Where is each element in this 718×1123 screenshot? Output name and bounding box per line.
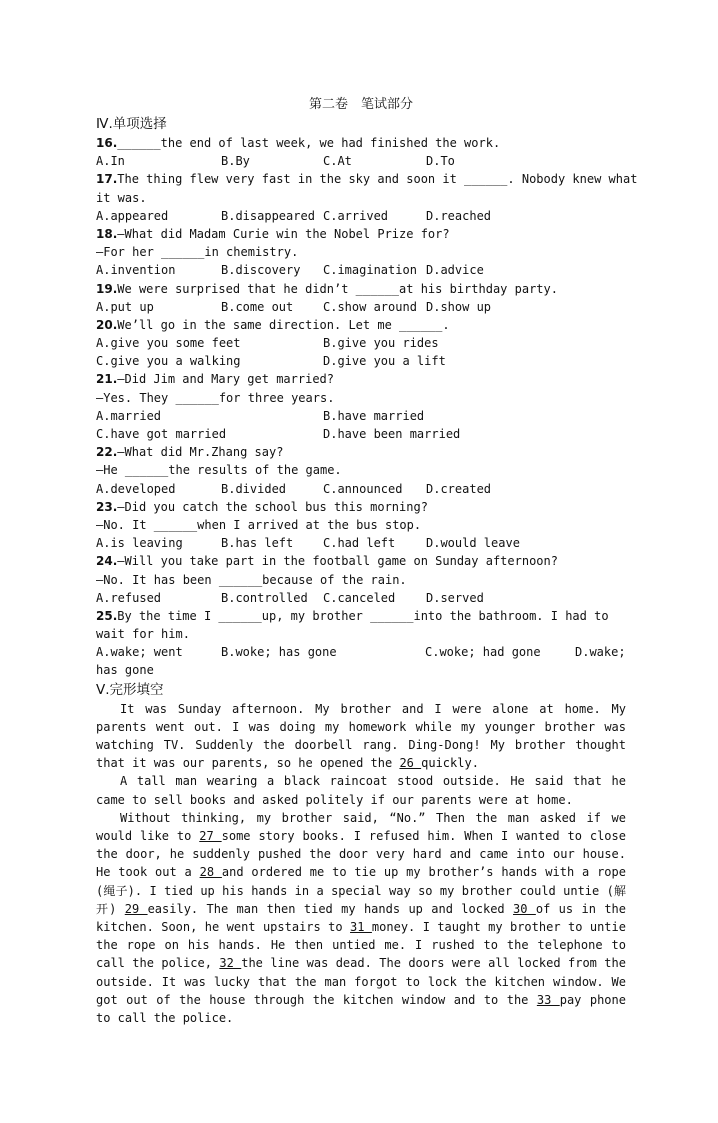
answer-option[interactable]: B.discovery	[221, 263, 301, 278]
cloze-blank[interactable]: 33	[536, 992, 560, 1007]
question-stem-text: wait for him.	[96, 627, 190, 642]
option-row-continued	[96, 661, 626, 679]
question-stem-text: —Did Jim and Mary get married?	[117, 372, 335, 387]
answer-option[interactable]: D.wake;	[575, 645, 626, 660]
question-stem-text: —What did Madam Curie win the Nobel Prize for?	[117, 226, 450, 241]
answer-option[interactable]: C.At	[323, 154, 352, 169]
exam-page	[96, 96, 638, 1027]
passage-text: A tall man wearing a black raincoat stood outside. He said that he came to sell books and asked politely if our parents were at home.	[96, 774, 626, 807]
question-item	[96, 607, 626, 680]
answer-option[interactable]: C.imagination	[323, 263, 417, 278]
question-item	[96, 552, 626, 607]
passage-text: the line was dead. The doors were all locked from the outside. It was lucky that the man forgot to lock the kitchen window. We got out of the house through the kitchen window and to the	[96, 956, 626, 1007]
question-number: 21.	[96, 372, 118, 387]
section-heading-single-choice: Ⅳ.单项选择	[96, 116, 167, 132]
answer-option[interactable]: A.put up	[96, 299, 154, 314]
question-stem-text: By the time I ______up, my brother ______into the bathroom. I had to	[117, 608, 609, 623]
answer-option[interactable]: B.controlled	[221, 590, 308, 605]
cloze-blank[interactable]: 29	[124, 901, 148, 916]
passage-text: money. I taught my brother to untie the rope on his hands. He then untied me. I rushed to the telephone to call the police,	[96, 920, 626, 971]
question-number: 18.	[96, 226, 118, 241]
cloze-blank[interactable]: 26	[399, 756, 422, 771]
cloze-blank[interactable]: 32	[219, 956, 242, 971]
answer-option[interactable]: B.woke; has gone	[221, 645, 337, 660]
option-row	[96, 207, 626, 225]
question-stem-text: —For her ______in chemistry.	[96, 245, 299, 260]
answer-option[interactable]: A.invention	[96, 263, 176, 278]
question-item	[96, 225, 626, 280]
question-number: 17.	[96, 172, 118, 187]
question-stem-line	[96, 498, 626, 516]
answer-option[interactable]: D.created	[426, 481, 492, 496]
question-stem-line	[96, 370, 626, 388]
question-stem-text: —Yes. They ______for three years.	[96, 390, 335, 405]
question-stem-line	[96, 389, 626, 407]
question-item	[96, 443, 626, 498]
answer-option[interactable]: D.To	[426, 154, 455, 169]
option-row	[96, 352, 626, 370]
answer-option[interactable]: A.In	[96, 154, 125, 169]
question-item	[96, 280, 626, 316]
question-stem-line	[96, 625, 626, 643]
passage-text: some story books. I refused him. When I wanted to close the door, he suddenly pushed the door very hard and came into our house. He took out a	[96, 829, 626, 880]
question-item	[96, 498, 626, 553]
answer-option[interactable]: B.give you rides	[323, 336, 439, 351]
answer-option[interactable]: B.By	[221, 154, 250, 169]
question-number: 25.	[96, 608, 118, 623]
question-stem-text: —No. It ______when I arrived at the bus stop.	[96, 517, 422, 532]
answer-option[interactable]: A.married	[96, 408, 162, 423]
question-item	[96, 316, 626, 371]
option-row	[96, 407, 626, 425]
question-stem-line	[96, 552, 626, 570]
question-stem-text: —Did you catch the school bus this morning?	[117, 499, 428, 514]
question-stem-line	[96, 225, 626, 243]
answer-option[interactable]: C.show around	[323, 299, 417, 314]
answer-option[interactable]: A.refused	[96, 590, 162, 605]
answer-option[interactable]: D.show up	[426, 299, 492, 314]
cloze-blank[interactable]: 27	[199, 829, 222, 844]
option-row	[96, 534, 626, 552]
passage-text: and ordered me to tie up my brother’s hands with a rope (绳子). I tied up his hands in a special way so my brother could untie (解开)	[96, 865, 626, 916]
question-number: 16.	[96, 136, 118, 150]
option-row	[96, 643, 626, 661]
question-number: 23.	[96, 499, 118, 514]
question-item	[96, 134, 626, 170]
cloze-passage	[96, 700, 626, 1028]
answer-option[interactable]: A.is leaving	[96, 536, 183, 551]
answer-option[interactable]: D.advice	[426, 263, 484, 278]
passage-text: quickly.	[421, 756, 479, 771]
question-item	[96, 370, 626, 443]
answer-option[interactable]: C.woke; had gone	[425, 645, 541, 660]
option-row	[96, 589, 626, 607]
question-stem-text: —He ______the results of the game.	[96, 463, 342, 478]
page-title: 第二卷 笔试部分	[308, 97, 413, 112]
section-heading-cloze: Ⅴ.完形填空	[96, 681, 164, 698]
answer-option[interactable]: A.appeared	[96, 208, 169, 223]
answer-option[interactable]: C.give you a walking	[96, 354, 241, 369]
passage-paragraph	[96, 809, 626, 1027]
cloze-blank[interactable]: 30	[513, 901, 536, 916]
question-stem-line	[96, 243, 626, 261]
question-number: 20.	[96, 317, 118, 332]
option-row	[96, 334, 626, 352]
question-stem-line	[96, 189, 626, 207]
answer-option[interactable]: B.divided	[221, 481, 287, 496]
passage-text: pay phone to call the police.	[96, 992, 626, 1026]
passage-paragraph	[96, 772, 626, 808]
answer-option[interactable]: D.served	[426, 590, 484, 605]
answer-option[interactable]: D.would leave	[426, 536, 520, 551]
question-stem-line	[96, 443, 626, 461]
question-stem-line	[96, 516, 626, 534]
option-row	[96, 298, 626, 316]
question-stem-line	[96, 571, 626, 589]
answer-option[interactable]: C.have got married	[96, 427, 227, 441]
question-stem-line	[96, 280, 626, 298]
answer-option[interactable]: C.arrived	[323, 208, 389, 223]
question-list	[96, 134, 638, 680]
question-stem-line	[96, 461, 626, 479]
question-stem-line	[96, 607, 626, 625]
question-stem-text: it was.	[96, 190, 147, 205]
question-number: 19.	[96, 281, 118, 296]
question-stem-text: —Will you take part in the football game on Sunday afternoon?	[117, 554, 558, 569]
passage-text: Without thinking, my brother said, “No.” Then the man asked if we would like to	[96, 810, 626, 844]
question-stem-line	[96, 134, 626, 152]
answer-option[interactable]: D.reached	[426, 208, 492, 223]
answer-option[interactable]: D.have been married	[323, 427, 461, 441]
answer-option[interactable]: A.wake; went	[96, 645, 183, 660]
passage-paragraph	[96, 700, 626, 773]
option-row	[96, 425, 626, 443]
question-stem-text: —No. It has been ______because of the rain.	[96, 572, 407, 587]
option-row	[96, 152, 626, 170]
answer-option[interactable]: has gone	[96, 663, 154, 678]
answer-option[interactable]: C.announced	[323, 481, 403, 496]
answer-option[interactable]: C.canceled	[323, 590, 396, 605]
question-item	[96, 170, 638, 225]
question-stem-text: We were surprised that he didn’t ______at his birthday party.	[117, 281, 558, 296]
question-stem-text: The thing flew very fast in the sky and soon it ______. Nobody knew what	[117, 172, 638, 187]
question-number: 24.	[96, 554, 118, 569]
question-stem-line	[96, 170, 638, 188]
passage-text: It was Sunday afternoon. My brother and I were alone at home. My parents went out. I was doing my homework while my younger brother was watching TV. Suddenly the doorbell rang. Ding-Dong! My brother thought that it was our parents, so he opened the	[96, 701, 626, 771]
question-stem-line	[96, 316, 626, 334]
answer-option[interactable]: D.give you a lift	[323, 354, 446, 369]
option-row	[96, 480, 626, 498]
question-stem-text: ______the end of last week, we had finished the work.	[117, 136, 501, 150]
answer-option[interactable]: A.developed	[96, 481, 176, 496]
option-row	[96, 261, 626, 279]
passage-text: easily. The man then tied my hands up and locked	[147, 901, 514, 916]
answer-option[interactable]: B.have married	[323, 408, 425, 423]
question-stem-text: We’ll go in the same direction. Let me ______.	[117, 317, 450, 332]
cloze-blank[interactable]: 28	[199, 865, 222, 880]
question-number: 22.	[96, 445, 118, 460]
question-stem-text: —What did Mr.Zhang say?	[117, 445, 284, 460]
answer-option[interactable]: B.has left	[221, 536, 294, 551]
answer-option[interactable]: B.disappeared	[221, 208, 315, 223]
answer-option[interactable]: C.had left	[323, 536, 396, 551]
answer-option[interactable]: A.give you some feet	[96, 336, 241, 351]
cloze-blank[interactable]: 31	[350, 920, 372, 935]
passage-text: of us in the kitchen. Soon, he went upstairs to	[96, 901, 626, 935]
answer-option[interactable]: B.come out	[221, 299, 294, 314]
